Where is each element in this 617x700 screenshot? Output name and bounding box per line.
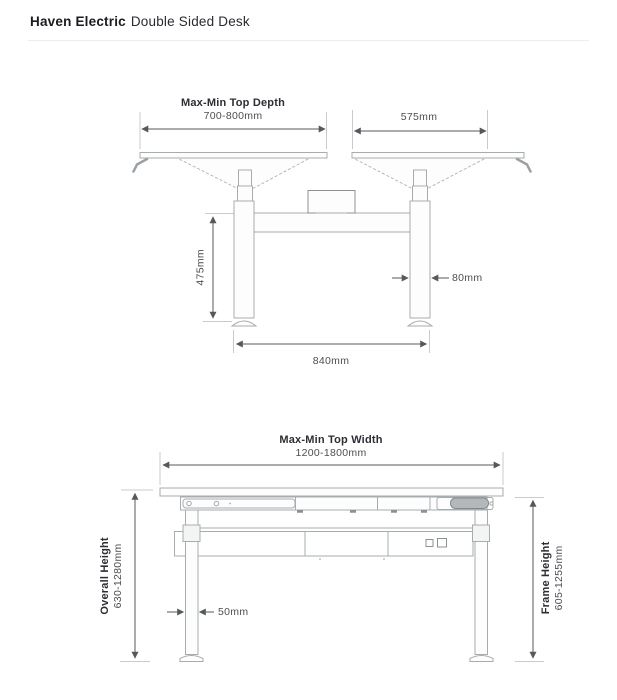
foot-right (408, 321, 432, 326)
dim-overall-height (99, 501, 125, 651)
dim-label-frame-height: Frame Height (540, 541, 553, 615)
tray-socket-large (438, 539, 447, 548)
foot-front-left (180, 656, 203, 662)
dim-label-top-depth: Max-Min Top Depth (180, 97, 286, 109)
product-name: Haven Electric (30, 14, 126, 29)
desktop-front (160, 488, 503, 496)
dim-value-50: 50mm (218, 606, 249, 618)
cable-tray (175, 528, 474, 560)
leg-front-left (180, 510, 203, 662)
leg-front-right (470, 510, 493, 662)
front-view-drawing (120, 452, 544, 662)
dim-value-475: 475mm (194, 249, 207, 286)
dim-value-frame-height: 605-1255mm (553, 545, 566, 611)
desktop-right (352, 153, 524, 159)
desktop-left (140, 153, 327, 159)
dim-value-top-depth: 700-800mm (203, 110, 263, 122)
dim-value-80: 80mm (452, 272, 483, 284)
dim-value-top-width: 1200-1800mm (295, 447, 367, 459)
dim-frame-height (540, 503, 566, 653)
dim-value-575: 575mm (400, 111, 438, 123)
screw-icon (490, 502, 493, 505)
dim-value-840: 840mm (312, 355, 350, 367)
leg-column-left (234, 170, 254, 318)
tray-socket-small (426, 540, 433, 547)
foot-left (232, 321, 256, 326)
product-variant: Double Sided Desk (130, 14, 250, 29)
leg-column-right (410, 170, 430, 318)
dim-label-top-width: Max-Min Top Width (279, 434, 383, 446)
edge-hook-icon-right (517, 159, 531, 172)
dim-label-overall-height: Overall Height (99, 537, 112, 615)
edge-hook-icon-left (134, 159, 148, 172)
control-box (308, 191, 355, 214)
dim-value-overall-height: 630-1280mm (112, 543, 125, 609)
side-view-drawing (134, 110, 531, 353)
handset-controller (451, 498, 489, 509)
crossbar (254, 213, 410, 232)
foot-front-right (470, 656, 493, 662)
